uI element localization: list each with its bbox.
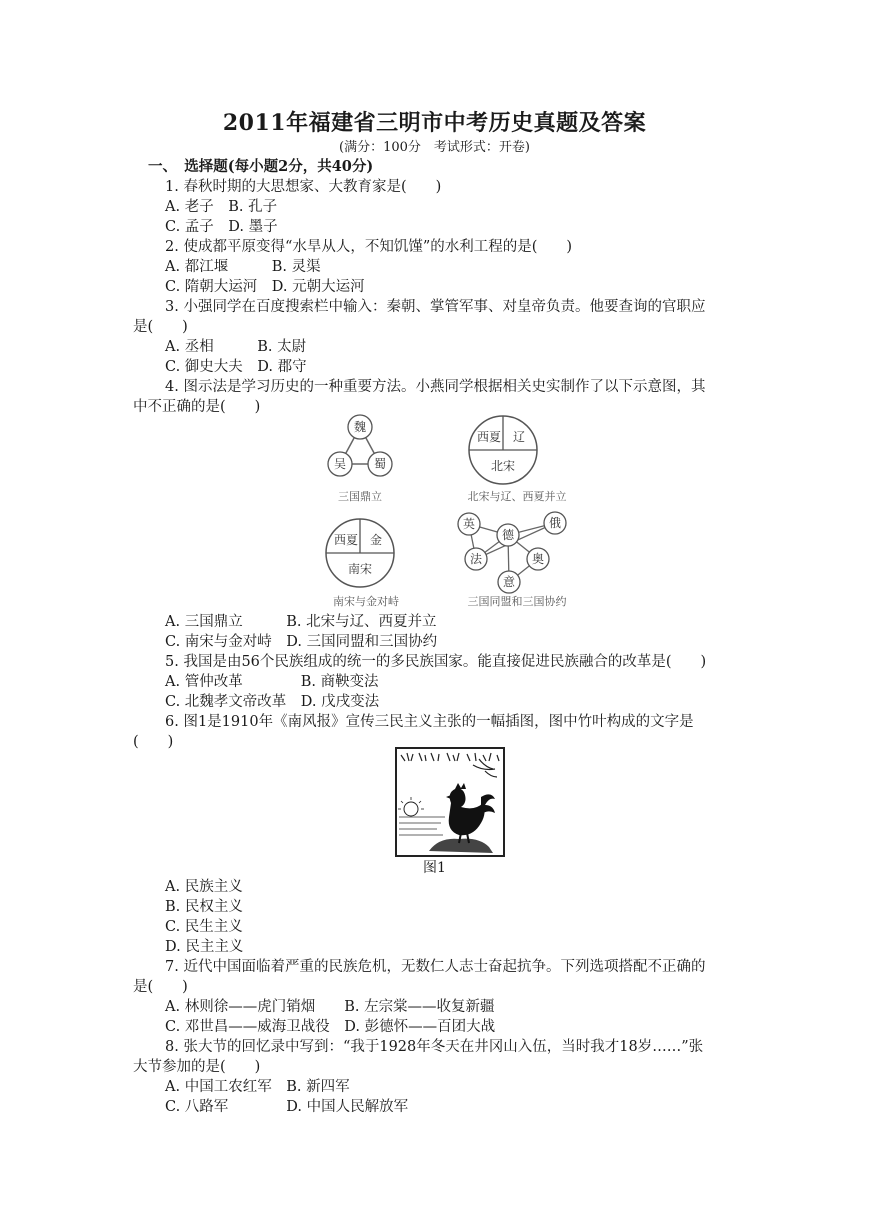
q8-stem-line2: 大节参加的是( ) (133, 1059, 261, 1075)
q2-options-cd: C. 隋朝大运河 D. 元朝大运河 (165, 279, 365, 295)
document-subtitle: (满分：100分 考试形式：开卷) (339, 140, 530, 155)
q5-options-cd: C. 北魏孝文帝改革 D. 戊戌变法 (165, 694, 380, 710)
q6-option-a: A. 民族主义 (165, 879, 243, 895)
q8-stem-line1: 8. 张大节的回忆录中写到：“我于1928年冬天在井冈山入伍，当时我才18岁……”张 (165, 1039, 704, 1055)
figure-three-kingdoms (318, 410, 418, 505)
q4-options-ab: A. 三国鼎立 B. 北宋与辽、西夏并立 (165, 614, 437, 630)
region-southern-song: 南宋 (347, 562, 373, 576)
q6-option-c: C. 民生主义 (165, 919, 243, 935)
q4-options-cd: C. 南宋与金对峙 D. 三国同盟和三国协约 (165, 634, 438, 650)
q7-options-cd: C. 邓世昌——威海卫战役 D. 彭德怀——百团大战 (165, 1019, 496, 1035)
rooster-illustration (395, 747, 505, 857)
figure-alliances (455, 510, 585, 608)
node-wu: 吴 (333, 457, 347, 471)
document-title: 2011年福建省三明市中考历史真题及答案 (222, 110, 647, 136)
q6-stem-line2: ( ) (133, 734, 174, 750)
q4-stem-line1: 4. 图示法是学习历史的一种重要方法。小燕同学根据相关史实制作了以下示意图，其 (165, 379, 706, 395)
node-france: 法 (469, 552, 483, 566)
node-shu: 蜀 (373, 457, 387, 471)
q6-option-d: D. 民主主义 (165, 939, 244, 955)
q3-options-cd: C. 御史大夫 D. 郡守 (165, 359, 307, 375)
q6-option-b: B. 民权主义 (165, 899, 243, 915)
q1-options-ab: A. 老子 B. 孔子 (165, 199, 278, 215)
q7-stem-line1: 7. 近代中国面临着严重的民族危机，无数仁人志士奋起抗争。下列选项搭配不正确的 (165, 959, 706, 975)
region-jin: 金 (369, 533, 383, 547)
q1-options-cd: C. 孟子 D. 墨子 (165, 219, 278, 235)
q6-stem-line1: 6. 图1是1910年《南风报》宣传三民主义主张的一幅插图，图中竹叶构成的文字是 (165, 714, 694, 730)
region-liao: 辽 (512, 430, 526, 444)
q2-stem: 2. 使成都平原变得“水旱从人，不知饥馑”的水利工程的是( ) (165, 239, 573, 255)
q1-stem: 1. 春秋时期的大思想家、大教育家是( ) (165, 179, 442, 195)
node-russia: 俄 (548, 516, 562, 530)
q8-options-ab: A. 中国工农红军 B. 新四军 (165, 1079, 350, 1095)
q3-stem-line1: 3. 小强同学在百度搜索栏中输入：秦朝、掌管军事、对皇帝负责。他要查询的官职应 (165, 299, 706, 315)
q3-options-ab: A. 丞相 B. 太尉 (165, 339, 307, 355)
node-austria: 奥 (531, 552, 545, 566)
figure-caption-a: 三国鼎立 (338, 490, 382, 503)
region-western-xia: 西夏 (476, 430, 502, 444)
node-italy: 意 (502, 575, 516, 589)
figure-caption-b: 北宋与辽、西夏并立 (467, 490, 567, 503)
section-heading: 一、 选择题(每小题2分，共40分) (148, 158, 374, 175)
region-northern-song: 北宋 (490, 459, 516, 473)
figure-northern-song (455, 410, 585, 505)
q5-stem: 5. 我国是由56个民族组成的统一的多民族国家。能直接促进民族融合的改革是( ) (165, 654, 707, 670)
figure-1-caption: 图1 (423, 860, 446, 876)
q8-options-cd: C. 八路军 D. 中国人民解放军 (165, 1099, 409, 1115)
node-germany: 德 (501, 528, 515, 542)
q2-options-ab: A. 都江堰 B. 灵渠 (165, 259, 321, 275)
figure-southern-song (318, 513, 418, 608)
figure-caption-d: 三国同盟和三国协约 (467, 595, 567, 608)
figure-caption-c: 南宋与金对峙 (333, 595, 399, 608)
q7-stem-line2: 是( ) (133, 979, 188, 995)
node-wei: 魏 (353, 420, 367, 434)
q7-options-ab: A. 林则徐——虎门销烟 B. 左宗棠——收复新疆 (165, 999, 495, 1015)
node-britain: 英 (462, 517, 476, 531)
q4-stem-line2: 中不正确的是( ) (133, 399, 261, 415)
q5-options-ab: A. 管仲改革 B. 商鞅变法 (165, 674, 379, 690)
q3-stem-line2: 是( ) (133, 319, 188, 335)
region-western-xia-2: 西夏 (333, 533, 359, 547)
